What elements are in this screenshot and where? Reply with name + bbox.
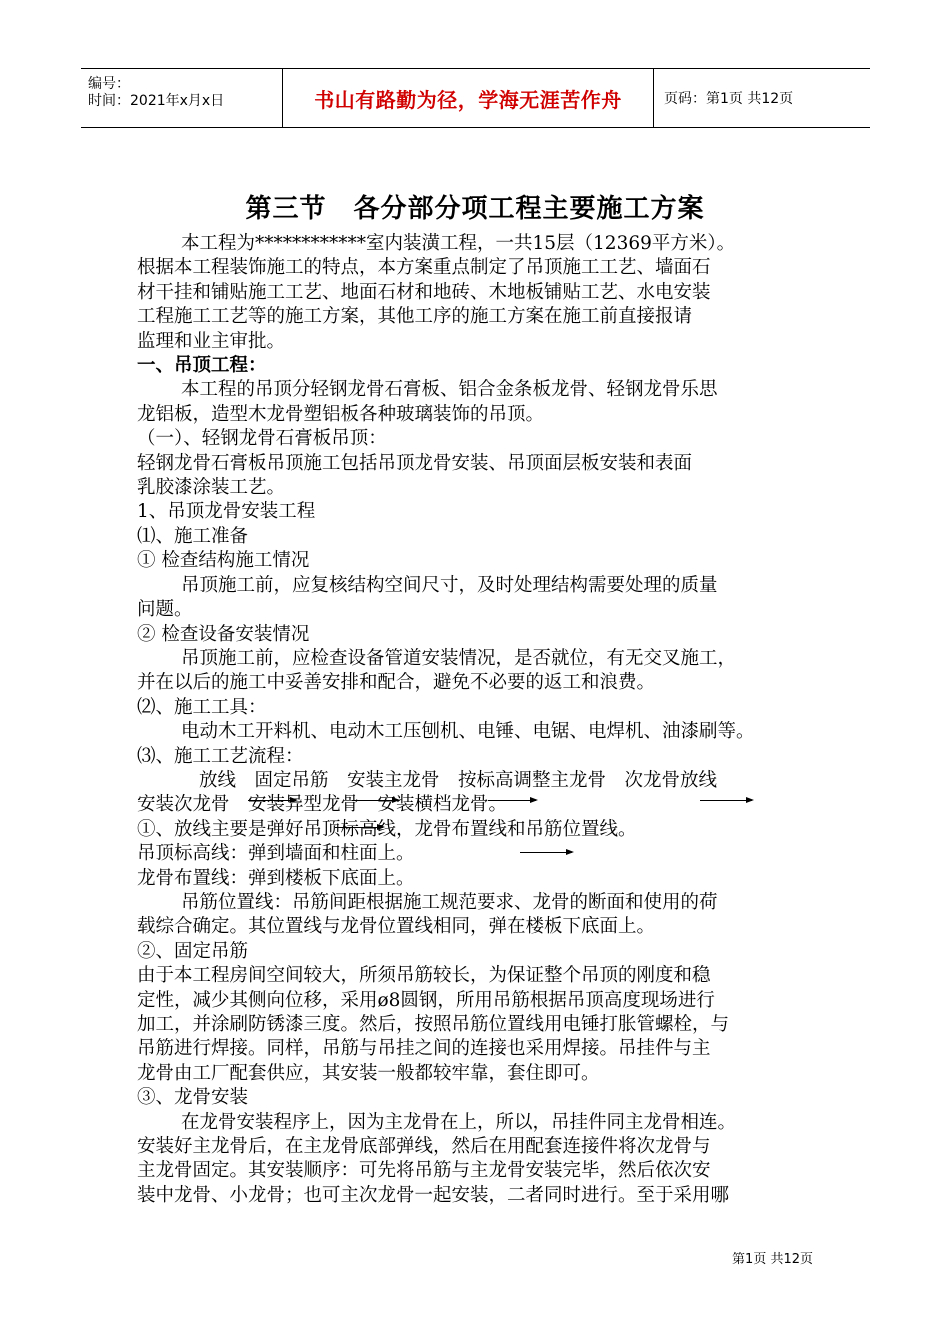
flow-arrow — [520, 852, 572, 853]
paragraph-line: 吊顶标高线：弹到墙面和柱面上。 — [137, 843, 415, 865]
date-label: 时间：2021年x月x日 — [88, 93, 225, 109]
paragraph-line: 根据本工程装饰施工的特点，本方案重点制定了吊顶施工工艺、墙面石 — [137, 257, 711, 279]
process-flow-line: 放线 固定吊筋 安装主龙骨 按标高调整主龙骨 次龙骨放线 — [199, 769, 718, 791]
paragraph-line: 定性，减少其侧向位移，采用ø8圆钢，所用吊筋根据吊顶高度现场进行 — [137, 989, 715, 1011]
flow-arrow — [335, 827, 383, 828]
subsection-heading: （一）、轻钢龙骨石膏板吊顶： — [137, 428, 387, 450]
paragraph-line: 吊筋位置线：吊筋间距根据施工规范要求、龙骨的断面和使用的荷 — [181, 891, 718, 913]
paragraph-line: 装中龙骨、小龙骨；也可主次龙骨一起安装，二者同时进行。至于采用哪 — [137, 1184, 730, 1206]
paragraph-line: 加工，并涂刷防锈漆三度。然后，按照吊筋位置线用电锤打胀管螺栓，与 — [137, 1014, 730, 1035]
page-info: 页码：第1页 共12页 — [664, 91, 794, 107]
document-body — [137, 232, 817, 1208]
item-heading: ⑵、施工工具： — [137, 696, 267, 718]
paragraph-line: 龙骨由工厂配套供应，其安装一般都较牢靠，套住即可。 — [137, 1062, 600, 1084]
paragraph-line: 吊顶施工前，应检查设备管道安装情况，是否就位，有无交叉施工， — [181, 647, 737, 669]
paragraph-line: 问题。 — [137, 599, 193, 621]
header-meta-cell — [81, 69, 282, 127]
paragraph-line: 由于本工程房间空间较大，所须吊筋较长，为保证整个吊顶的刚度和稳 — [137, 965, 711, 987]
paragraph-line: 工程施工工艺等的施工方案，其他工序的施工方案在施工前直接报请 — [137, 306, 693, 328]
paragraph-line: 龙骨布置线：弹到楼板下底面上。 — [137, 867, 415, 889]
flow-arrow — [700, 800, 752, 801]
number-label: 编号： — [88, 76, 130, 92]
item-heading: 1、吊顶龙骨安装工程 — [137, 501, 316, 523]
paragraph-line: 在龙骨安装程序上，因为主龙骨在上，所以，吊挂件同主龙骨相连。 — [181, 1111, 737, 1133]
item-heading: ⑶、施工工艺流程： — [137, 745, 304, 767]
item-heading: ③、龙骨安装 — [137, 1087, 249, 1109]
header-page-cell — [654, 69, 870, 127]
paragraph-line: 电动木工开料机、电动木工压刨机、电锤、电锯、电焊机、油漆刷等。 — [181, 721, 755, 743]
item-heading: ① 检查结构施工情况 — [137, 550, 310, 572]
paragraph-line: 轻钢龙骨石膏板吊顶施工包括吊顶龙骨安装、吊顶面层板安装和表面 — [137, 452, 693, 474]
paragraph-line: 吊筋进行焊接。同样，吊筋与吊挂之间的连接也采用焊接。吊挂件与主 — [137, 1038, 711, 1060]
paragraph-line: 材干挂和铺贴施工工艺、地面石材和地砖、木地板铺贴工艺、水电安装 — [137, 281, 711, 303]
item-heading: ②、固定吊筋 — [137, 940, 249, 962]
flow-arrow — [488, 800, 536, 801]
flow-arrow — [248, 800, 296, 801]
item-heading: ② 检查设备安装情况 — [137, 623, 310, 645]
paragraph-line: 吊顶施工前，应复核结构空间尺寸，及时处理结构需要处理的质量 — [181, 574, 718, 596]
header-motto-cell — [282, 69, 654, 127]
paragraph-line: 安装好主龙骨后，在主龙骨底部弹线，然后在用配套连接件将次龙骨与 — [137, 1136, 711, 1158]
item-heading: ⑴、施工准备 — [137, 525, 249, 547]
paragraph-line: 监理和业主审批。 — [137, 330, 286, 352]
paragraph-line: 龙铝板，造型木龙骨塑铝板各种玻璃装饰的吊顶。 — [137, 403, 545, 425]
process-flow-line: 安装次龙骨 安装异型龙骨 安装横档龙骨。 — [137, 794, 508, 816]
motto-text: 书山有路勤为径，学海无涯苦作舟 — [314, 87, 622, 112]
paragraph-line: 并在以后的施工中妥善安排和配合，避免不必要的返工和浪费。 — [137, 672, 656, 694]
paragraph-line: 本工程的吊顶分轻钢龙骨石膏板、铝合金条板龙骨、轻钢龙骨乐思 — [181, 379, 718, 401]
flow-arrow — [352, 800, 398, 801]
paragraph-line: 本工程为************室内装潢工程，一共15层（12369平方米）。 — [181, 233, 736, 254]
paragraph-line: ①、放线主要是弹好吊顶标高线，龙骨布置线和吊筋位置线。 — [137, 818, 637, 840]
section-title: 第三节 各分部分项工程主要施工方案 — [245, 194, 705, 224]
paragraph-line: 主龙骨固定。其安装顺序：可先将吊筋与主龙骨安装完毕，然后依次安 — [137, 1160, 711, 1182]
page-footer: 第1页 共12页 — [732, 1252, 813, 1267]
document-header — [81, 68, 870, 128]
paragraph-line: 乳胶漆涂装工艺。 — [137, 477, 286, 499]
paragraph-line: 载综合确定。其位置线与龙骨位置线相同，弹在楼板下底面上。 — [137, 916, 656, 938]
section-heading: 一、吊顶工程： — [137, 355, 267, 377]
